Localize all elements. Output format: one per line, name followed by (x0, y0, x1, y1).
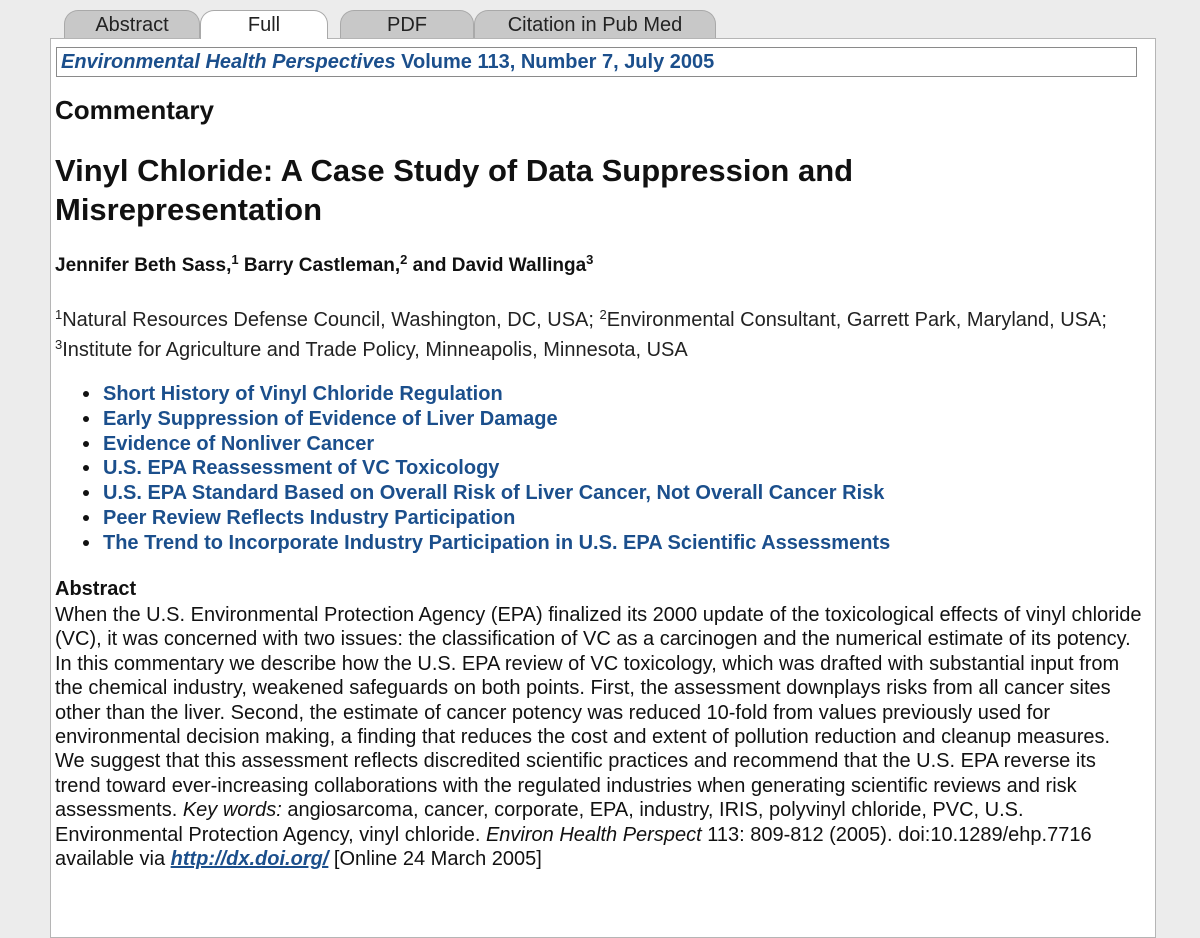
bullet-icon (83, 540, 89, 546)
tab-bar (64, 10, 764, 38)
tab-abstract[interactable]: Abstract (64, 10, 200, 38)
section-label: Commentary (55, 95, 214, 125)
journal-header (56, 47, 1137, 77)
section-link[interactable]: U.S. EPA Reassessment of VC Toxicology (103, 457, 500, 480)
tab-citation-pubmed[interactable]: Citation in Pub Med (474, 10, 716, 38)
list-item (103, 382, 890, 407)
affiliation-number: 1 (55, 307, 63, 322)
list-item (103, 432, 890, 457)
citation-journal: Environ Health Perspect (485, 823, 702, 846)
tab-full[interactable]: Full (200, 10, 328, 39)
bullet-icon (83, 515, 89, 521)
author-affiliation-number: 1 (231, 252, 239, 267)
citation-details: 113: 809-812 (2005). doi:10.1289/ehp.7716 available via (55, 823, 1092, 871)
list-item (103, 456, 890, 481)
content-panel (50, 38, 1156, 938)
list-item (103, 481, 890, 506)
affiliation-number: 2 (599, 307, 607, 322)
article-title: Vinyl Chloride: A Case Study of Data Suppression and Misrepresentation (55, 153, 854, 227)
section-link[interactable]: U.S. EPA Standard Based on Overall Risk of Liver Cancer, Not Overall Cancer Risk (103, 482, 885, 505)
bullet-icon (83, 490, 89, 496)
list-item (103, 531, 890, 556)
keywords-text: angiosarcoma, cancer, corporate, EPA, industry, IRIS, polyvinyl chloride, PVC, U.S. Environmental Protection Agency, vinyl chloride. (55, 799, 1024, 846)
section-link[interactable]: Evidence of Nonliver Cancer (103, 432, 375, 455)
author-name: and David Wallinga (412, 255, 587, 276)
author-affiliation-number: 3 (586, 252, 594, 267)
keywords-label: Key words: (182, 799, 282, 822)
section-link[interactable]: Peer Review Reflects Industry Participation (103, 506, 516, 529)
affiliation-text: Institute for Agriculture and Trade Policy, Minneapolis, Minnesota, USA (62, 339, 688, 361)
abstract-heading: Abstract (55, 578, 137, 600)
bullet-icon (83, 465, 89, 471)
journal-name: Environmental Health Perspectives (61, 51, 396, 73)
bullet-icon (83, 416, 89, 422)
journal-issue: Volume 113, Number 7, July 2005 (401, 51, 715, 73)
affiliation-text: Environmental Consultant, Garrett Park, Maryland, USA; (606, 309, 1107, 331)
online-date: [Online 24 March 2005] (328, 848, 542, 871)
affiliation-text: Natural Resources Defense Council, Washington, DC, USA; (62, 309, 600, 331)
affiliations (55, 305, 1135, 365)
list-item (103, 506, 890, 531)
author-list (55, 252, 594, 277)
abstract-text: When the U.S. Environmental Protection Agency (EPA) finalized its 2000 update of the toxicological effects of vinyl chloride (VC), it was concerned with two issues: the classification of VC as a carcinogen and the numerical estimate of its potency. In this commentary we describe how the U.S. EPA review of VC toxicology, which was drafted with substantial input from the chemical industry, weakened safeguards on both points. First, the assessment downplays risks from all cancer sites other than the liver. Second, the estimate of cancer potency was reduced 10-fold from values previously used for environmental decision making, a finding that reduces the cost and extent of pollution reduction and cleanup measures. We suggest that this assessment reflects discredited scientific practices and recommend that the U.S. EPA reverse its trend toward ever-increasing collaborations with the regulated industries when generating scientific reviews and risk assessments. (55, 604, 1142, 822)
abstract-body (55, 603, 1145, 871)
section-link[interactable]: The Trend to Incorporate Industry Participation in U.S. EPA Scientific Assessments (103, 531, 891, 554)
author-affiliation-number: 2 (400, 252, 408, 267)
list-item (103, 407, 890, 432)
affiliation-number: 3 (55, 337, 63, 352)
section-links-list (103, 382, 890, 556)
bullet-icon (83, 441, 89, 447)
tab-pdf[interactable]: PDF (340, 10, 474, 38)
bullet-icon (83, 391, 89, 397)
section-link[interactable]: Early Suppression of Evidence of Liver Damage (103, 407, 558, 430)
section-link[interactable]: Short History of Vinyl Chloride Regulation (103, 383, 503, 405)
author-name: Barry Castleman, (243, 255, 401, 276)
doi-link[interactable]: http://dx.doi.org/ (170, 848, 329, 871)
author-name: Jennifer Beth Sass, (55, 255, 232, 276)
